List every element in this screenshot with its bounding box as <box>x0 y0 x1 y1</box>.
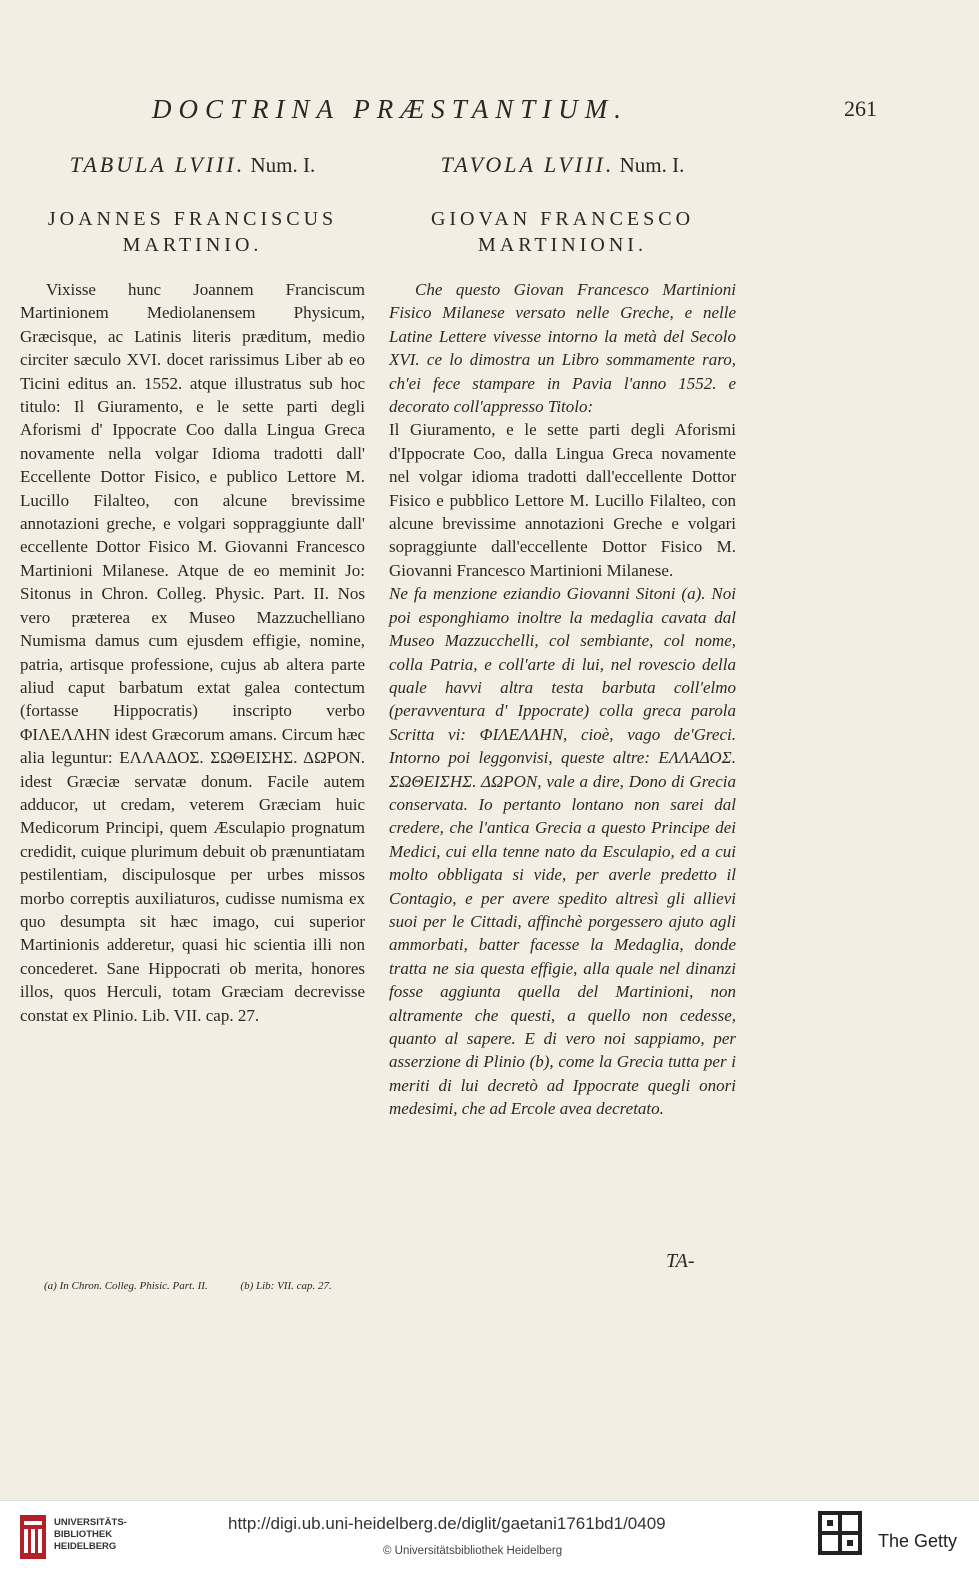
footer-bar <box>0 1500 979 1579</box>
italian-tab-label: TAVOLA LVIII. <box>440 152 615 177</box>
university-library-logo-icon <box>20 1515 46 1559</box>
university-library-name <box>54 1517 127 1553</box>
uni-line1: UNIVERSITÄTS- <box>54 1517 127 1528</box>
catchword: TA- <box>666 1250 695 1272</box>
latin-heading <box>20 206 365 258</box>
copyright-notice: © Universitätsbibliothek Heidelberg <box>383 1545 563 1557</box>
latin-heading-line1: JOANNES FRANCISCUS <box>47 208 338 230</box>
footnote-a: (a) In Chron. Colleg. Phisic. Part. II. <box>44 1280 208 1292</box>
italian-body <box>389 278 736 1121</box>
italian-paragraph-intro: Che questo Giovan Francesco Martinioni Fisico Milanese versato nelle Greche, e nelle Latine Lettere vivesse intorno la metà del Secolo XVI. ce lo dimostra un Libro sommamente raro, ch'ei fece stampare in Pavia l'anno 1552. e decorato coll'appresso Titolo: <box>389 280 736 417</box>
running-head: DOCTRINA PRÆSTANTIUM. <box>151 94 629 124</box>
uni-line2: BIBLIOTHEK <box>54 1529 113 1540</box>
footnote-b: (b) Lib: VII. cap. 27. <box>240 1280 332 1292</box>
latin-paragraph: Vixisse hunc Joannem Franciscum Martinionem Mediolanensem Physicum, Græcisque, ac Latinis literis præditum, medio circiter sæculo XVI. docet rarissimus Liber ab eo Ticini editus an. 1552. atque illustratus sub hoc titulo: Il Giuramento, e le sette parti degli Aforismi d' Ippocrate Coo dalla Lingua Greca novamente nella volgar Idioma tradotti dall' Eccellente Dottor Fisico, e publico Lettore M. Lucillo Filalteo, con alcune brevissime annotazioni greche, e volgari soppraggiunte dall' eccellente Dottor Fisico M. Giovanni Francesco Martinioni Milanese. Atque de eo meminit Jo: Sitonus in Chron. Colleg. Physic. Part. II. Nos vero præterea ex Museo Mazzuchelliano Numisma damus cum ejusdem effigie, nomine, patria, artisque professione, cujus ab altera parte aliud caput barbatum extat galea contectum (fortasse Hippocratis) inscripto verbo ΦΙΛΕΛΛΗΝ idest Græcorum amans. Circum hæc alia leguntur: ΕΛΛΑΔΟΣ. ΣΩΘΕΙΣΗΣ. ΔΩΡΟΝ. idest Græciæ servatæ donum. Facile autem adducor, ut credam, veterem Græciam huic Medicorum Principi, quem Æsculapio prognatum credidit, cuique plurimum debuit ob prænuntiatam pestilentiam, discipulosque per urbes missos morbo correptis auxiliaturos, cudisse numisma ex quo desumpta sit hæc imago, cui superior Martinionis adderetur, quasi hic scientia illi non concederet. Sane Hippocrati ob merita, honores illos, quos Herculi, totam Græciam decrevisse constat ex Plinio. Lib. VII. cap. 27. <box>20 280 365 1025</box>
italian-heading-line1: GIOVAN FRANCESCO <box>430 208 695 230</box>
italian-paragraph-main: Ne fa menzione eziandio Giovanni Sitoni (a). Noi poi esponghiamo inoltre la medaglia cavata dal Museo Mazzucchelli, col sembiante, col nome, colla Patria, e coll'arte di lui, nel rovescio della quale havvi altra testa barbuta coll'elmo (peravventura d' Ippocrate) colla greca parola Scritta vi: ΦΙΛΕΛΛΗΝ, cioè, vago de'Greci. Intorno poi leggonvisi, queste altre: ΕΛΛΑΔΟΣ. ΣΩΘΕΙΣΗΣ. ΔΩΡΟΝ, vale a dire, Dono di Grecia conservata. Io pertanto lontano non sarei dal credere, che l'antica Grecia a questo Principe dei Medici, cui ella tenne nato da Esculapio, ed a cui molto obbligata si vide, per averle predetto il Contagio, e per avere spedito altresì gli allievi suoi per le Cittadi, affinchè porgessero ajuto agli ammorbati, batter facesse la Medaglia, donde tratta ne sia questa effigie, alla quale nel dinanzi fosse aggiunta quella del Martinioni, non altramente che questi, a quello non cedesse, quanto al sapere. E di vero noi sappiamo, per asserzione di Plinio (b), come la Grecia tutta per i meriti di lui decretò ad Ippocrate quegli onori medesimi, che ad Ercole avea decretato. <box>389 584 736 1119</box>
latin-tab-label: TABULA LVIII. <box>69 152 246 177</box>
latin-body <box>20 278 365 1027</box>
latin-tab-title <box>20 152 365 178</box>
getty-name: The Getty <box>878 1531 958 1551</box>
getty-logo-icon <box>818 1511 862 1555</box>
page-number: 261 <box>844 96 877 121</box>
footnotes <box>44 1280 362 1292</box>
latin-heading-line2: MARTINIO. <box>122 234 263 256</box>
italian-title-quote: Il Giuramento, e le sette parti degli Aforismi d'Ippocrate Coo, dalla Lingua Greca novamente nel volgar idioma tradotti dall'eccellente Dottor Fisico e pubblico Lettore M. Lucillo Filalteo, con alcune brevissime annotazioni Greche e volgari sopraggiunte dall'eccellente Dottor Fisico M. Giovanni Francesco Martinioni Milanese. <box>389 420 736 580</box>
latin-tab-num: Num. I. <box>250 153 316 177</box>
source-url-link[interactable]: http://digi.ub.uni-heidelberg.de/diglit/gaetani1761bd1/0409 <box>228 1514 666 1533</box>
italian-heading-line2: MARTINIONI. <box>478 234 647 256</box>
italian-tab-num: Num. I. <box>619 153 685 177</box>
uni-line3: HEIDELBERG <box>54 1541 117 1552</box>
italian-heading <box>389 206 736 258</box>
italian-tab-title <box>389 152 736 178</box>
latin-column <box>20 152 365 1027</box>
italian-column <box>389 152 736 1121</box>
